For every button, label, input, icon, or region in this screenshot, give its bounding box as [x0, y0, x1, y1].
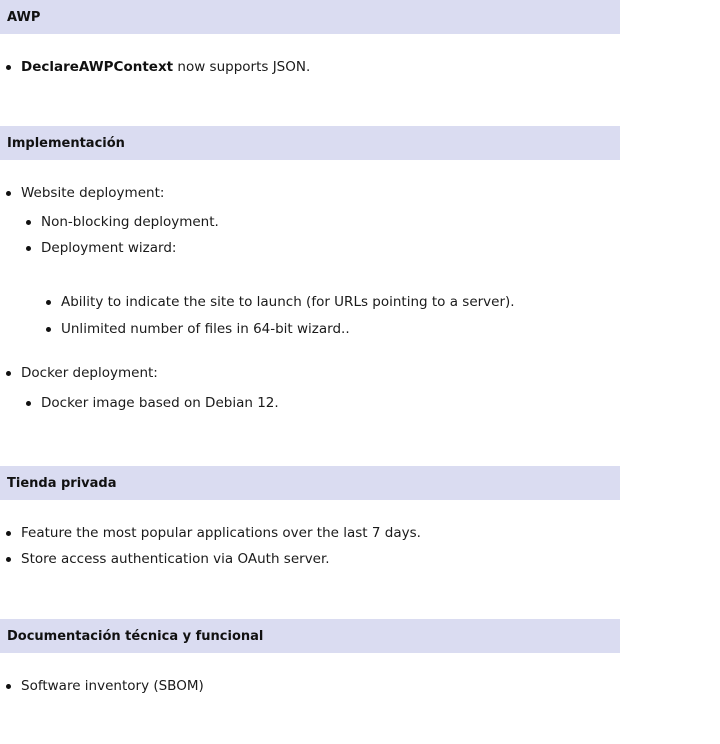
item-text: Ability to indicate the site to launch (for URLs pointing to a server). [61, 294, 515, 310]
item-text: Store access authentication via OAuth server. [21, 551, 330, 567]
bullet-icon [6, 191, 11, 196]
bullet-icon [26, 401, 31, 406]
bullet-icon [46, 300, 51, 305]
section-header-tienda-privada [0, 466, 620, 500]
list-item [21, 677, 204, 695]
code-keyword: DeclareAWPContext [21, 59, 174, 75]
bullet-icon [26, 220, 31, 225]
item-text: Website deployment: [21, 185, 165, 201]
section-header-documentacion [0, 619, 620, 653]
list-item [61, 320, 350, 338]
item-text: Software inventory (SBOM) [21, 678, 204, 694]
bullet-icon [46, 327, 51, 332]
list-item [21, 524, 421, 542]
bullet-icon [6, 557, 11, 562]
list-item [41, 239, 176, 257]
list-item [21, 184, 164, 202]
item-text: Docker deployment: [21, 365, 158, 381]
section-header-implementacion [0, 126, 620, 160]
section-title: Implementación [7, 135, 125, 151]
list-item [21, 58, 310, 76]
item-text: Feature the most popular applications over the last 7 days. [21, 525, 421, 541]
list-item [21, 364, 158, 382]
section-title: AWP [7, 9, 41, 25]
item-text: now supports JSON. [173, 59, 311, 75]
list-item [61, 293, 515, 311]
list-item [21, 550, 330, 568]
section-title: Documentación técnica y funcional [7, 628, 264, 644]
list-item [41, 394, 279, 412]
bullet-icon [6, 684, 11, 689]
item-text: Unlimited number of files in 64-bit wizard.. [61, 321, 350, 337]
item-text: Non-blocking deployment. [41, 214, 219, 230]
bullet-icon [6, 65, 11, 70]
section-title: Tienda privada [7, 475, 117, 491]
bullet-icon [6, 371, 11, 376]
bullet-icon [6, 531, 11, 536]
item-text: Deployment wizard: [41, 240, 177, 256]
list-item [41, 213, 219, 231]
bullet-icon [26, 246, 31, 251]
item-text: Docker image based on Debian 12. [41, 395, 279, 411]
section-header-awp [0, 0, 620, 34]
